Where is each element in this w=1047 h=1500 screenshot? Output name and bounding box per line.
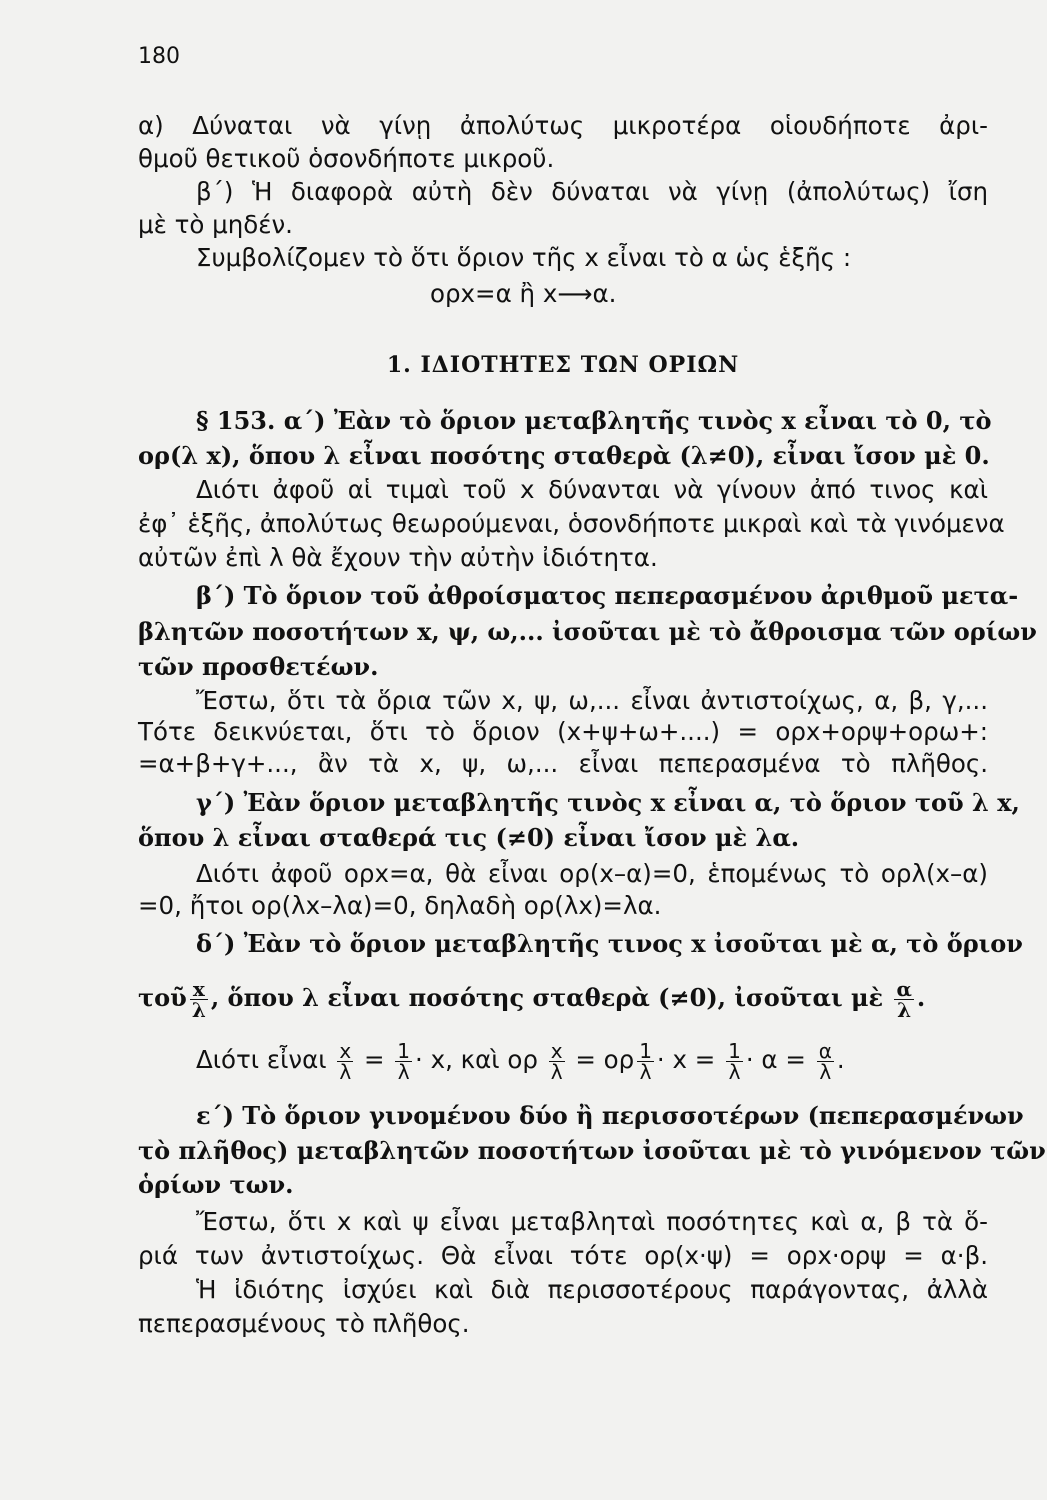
fraction bbox=[726, 1038, 743, 1084]
fraction bbox=[337, 1038, 353, 1084]
text-line: τῶν προσθετέων. bbox=[138, 652, 379, 681]
text-line: β΄) Τὸ ὅριον τοῦ ἀθροίσματος πεπερασμένου ἀριθμοῦ μετα- bbox=[196, 581, 1019, 610]
text-line: μὲ τὸ μηδέν. bbox=[138, 210, 293, 239]
text-line: =0, ἤτοι ορ(λx–λα)=0, δηλαδὴ ορ(λx)=λα. bbox=[138, 891, 662, 920]
fraction-denominator: λ bbox=[397, 1059, 410, 1084]
text-line: ριά των ἀντιστοίχως. Θὰ εἶναι τότε ορ(x·ψ) = ορx·ορψ = α·β. bbox=[138, 1241, 988, 1270]
text-line: Διότι ἀφοῦ αἱ τιμαὶ τοῦ x δύνανται νὰ γίνουν ἀπό τινος καὶ bbox=[196, 475, 988, 504]
text-line: δ΄) Ἐὰν τὸ ὅριον μεταβλητῆς τινος x ἰσοῦται μὲ α, τὸ ὅριον bbox=[196, 929, 1023, 958]
fraction-numerator: α bbox=[896, 977, 912, 1001]
fraction-numerator: 1 bbox=[397, 1038, 411, 1063]
fraction-x-over-lambda bbox=[190, 979, 208, 1020]
fraction-numerator: x bbox=[339, 1038, 352, 1063]
fraction bbox=[395, 1038, 412, 1084]
fraction bbox=[817, 1038, 834, 1084]
text-line: τὸ πλῆθος) μεταβλητῶν ποσοτήτων ἰσοῦται μὲ τὸ γινόμενον τῶν bbox=[138, 1136, 1046, 1165]
fraction-denominator: λ bbox=[728, 1059, 741, 1084]
fraction-alpha-over-lambda bbox=[894, 979, 913, 1020]
text-line: ὁρίων των. bbox=[138, 1170, 294, 1199]
limit-notation: ορx=α ἢ x⟶α. bbox=[430, 279, 617, 308]
text-line: Ἔστω, ὅτι x καὶ ψ εἶναι μεταβληταὶ ποσότητες καὶ α, β τὰ ὅ- bbox=[196, 1207, 988, 1236]
text-span: . bbox=[916, 983, 926, 1012]
text-line: ἐφ᾽ ἑξῆς, ἀπολύτως θεωρούμεναι, ὁσονδήποτε μικραὶ καὶ τὰ γινόμενα bbox=[138, 509, 1005, 538]
fraction-numerator: x bbox=[190, 979, 208, 1000]
text-line: ορ(λ x), ὅπου λ εἶναι ποσότης σταθερὰ (λ≠0), εἶναι ἴσον μὲ 0. bbox=[138, 441, 990, 470]
fraction-denominator: λ bbox=[819, 1059, 832, 1084]
text-line: Ἔστω, ὅτι τὰ ὅρια τῶν x, ψ, ω,... εἶναι ἀντιστοίχως, α, β, γ,... bbox=[196, 686, 988, 715]
text-line: Τότε δεικνύεται, ὅτι τὸ ὅριον (x+ψ+ω+....) = ορx+ορψ+ορω+: bbox=[138, 717, 988, 746]
text-line: θμοῦ θετικοῦ ὁσονδήποτε μικροῦ. bbox=[138, 144, 555, 173]
fraction-numerator: 1 bbox=[639, 1038, 652, 1063]
fraction-denominator: λ bbox=[897, 998, 912, 1022]
text-line: Διότι ἀφοῦ ορx=α, θὰ εἶναι ορ(x–α)=0, ἑπομένως τὸ ορλ(x–α) bbox=[196, 859, 988, 888]
text-line: =α+β+γ+..., ἂν τὰ x, ψ, ω,... εἶναι πεπερασμένα τὸ πλῆθος. bbox=[138, 749, 988, 778]
text-line: β΄) Ἡ διαφορὰ αὐτὴ δὲν δύναται νὰ γίνῃ (ἀπολύτως) ἴση bbox=[196, 177, 988, 206]
fraction-denominator: λ bbox=[191, 998, 206, 1022]
fraction-denominator: λ bbox=[339, 1059, 352, 1084]
text-span: . bbox=[836, 1045, 845, 1074]
fraction-numerator: α bbox=[818, 1038, 832, 1063]
text-line: § 153. α΄) Ἐὰν τὸ ὅριον μεταβλητῆς τινὸς x εἶναι τὸ 0, τὸ bbox=[196, 406, 992, 435]
text-span: · x = bbox=[656, 1045, 716, 1074]
text-line-with-fraction bbox=[138, 978, 988, 1020]
fraction bbox=[637, 1038, 654, 1084]
fraction-numerator: x bbox=[550, 1038, 563, 1063]
section-heading: 1. ΙΔΙΟΤΗΤΕΣ ΤΩΝ ΟΡΙΩΝ bbox=[386, 352, 740, 378]
fraction-numerator: 1 bbox=[728, 1038, 741, 1063]
text-span: = ορ bbox=[575, 1045, 635, 1074]
text-line: γ΄) Ἐὰν ὅριον μεταβλητῆς τινὸς x εἶναι α, τὸ ὅριον τοῦ λ x, bbox=[196, 788, 1020, 817]
text-span: = bbox=[363, 1045, 385, 1074]
fraction-denominator: λ bbox=[639, 1059, 652, 1084]
text-line: Συμβολίζομεν τὸ ὅτι ὅριον τῆς x εἶναι τὸ α ὡς ἑξῆς : bbox=[196, 243, 852, 272]
text-span: τοῦ bbox=[138, 983, 187, 1012]
text-line: βλητῶν ποσοτήτων x, ψ, ω,... ἰσοῦται μὲ τὸ ἄθροισμα τῶν ορίων bbox=[138, 617, 1037, 646]
text-line: ὅπου λ εἶναι σταθερά τις (≠0) εἶναι ἴσον μὲ λα. bbox=[138, 823, 800, 852]
page-number: 180 bbox=[138, 44, 180, 69]
text-line: πεπερασμένους τὸ πλῆθος. bbox=[138, 1309, 470, 1338]
text-line: Ἡ ἰδιότης ἰσχύει καὶ διὰ περισσοτέρους παράγοντας, ἀλλὰ bbox=[196, 1275, 988, 1304]
text-span: · x, καὶ ορ bbox=[415, 1045, 538, 1074]
text-line: α) Δύναται νὰ γίνῃ ἀπολύτως μικροτέρα οἱουδήποτε ἀρι- bbox=[138, 111, 988, 140]
text-span: · α = bbox=[745, 1045, 806, 1074]
text-line: ε΄) Τὸ ὅριον γινομένου δύο ἢ περισσοτέρων (πεπερασμένων bbox=[196, 1101, 1024, 1130]
fraction-denominator: λ bbox=[550, 1059, 563, 1084]
proof-equation-line bbox=[138, 1040, 988, 1082]
text-line: αὐτῶν ἐπὶ λ θὰ ἔχουν τὴν αὐτὴν ἰδιότητα. bbox=[138, 543, 658, 572]
text-span: , ὅπου λ εἶναι ποσότης σταθερὰ (≠0), ἰσοῦται μὲ bbox=[210, 983, 884, 1012]
fraction bbox=[549, 1038, 565, 1084]
text-span: Διότι εἶναι bbox=[196, 1045, 327, 1074]
